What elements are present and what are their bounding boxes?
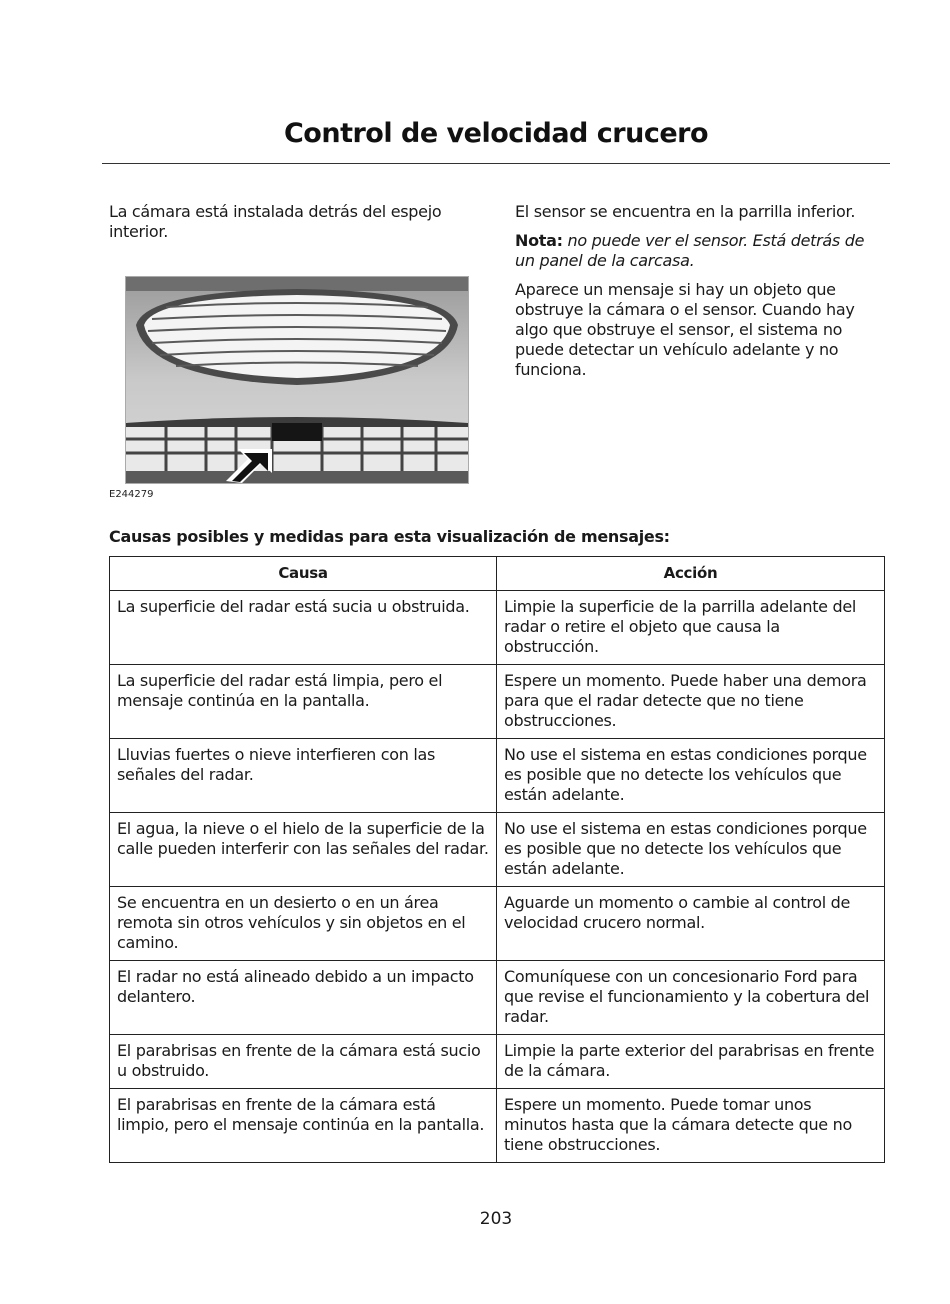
note-text: no puede ver el sensor. Está detrás de un panel de la carcasa. [515,231,865,270]
note-paragraph [515,231,887,271]
page-title: Control de velocidad crucero [283,118,709,149]
cause-cell: El parabrisas en frente de la cámara está limpio, pero el mensaje continúa en la pantalla. [110,1089,497,1163]
obstruction-message-text: Aparece un mensaje si hay un objeto que obstruye la cámara o el sensor. Cuando hay algo que obstruye el sensor, el sistema no puede detectar un vehículo adelante y no funciona. [515,280,855,379]
table-header-row [110,557,885,591]
grille-drawing [126,277,468,483]
action-cell: Aguarde un momento o cambie al control de velocidad crucero normal. [497,887,885,961]
table-row [110,739,885,813]
page-number: 203 [479,1209,513,1229]
table-row [110,591,885,665]
radar-sensor-panel [272,423,322,441]
column-header-cause: Causa [110,557,497,591]
action-cell: Espere un momento. Puede tomar unos minutos hasta que la cámara detecte que no tiene obstrucciones. [497,1089,885,1163]
action-cell: Comuníquese con un concesionario Ford para que revise el funcionamiento y la cobertura del radar. [497,961,885,1035]
front-grille-illustration [125,276,469,484]
cause-cell: El radar no está alineado debido a un impacto delantero. [110,961,497,1035]
table-row [110,665,885,739]
action-cell: No use el sistema en estas condiciones porque es posible que no detecte los vehículos que están adelante. [497,813,885,887]
camera-location-text: La cámara está instalada detrás del espejo interior. [109,202,442,241]
cause-cell: Lluvias fuertes o nieve interfieren con las señales del radar. [110,739,497,813]
cause-cell: La superficie del radar está limpia, pero el mensaje continúa en la pantalla. [110,665,497,739]
cause-cell: El agua, la nieve o el hielo de la superficie de la calle pueden interferir con las señales del radar. [110,813,497,887]
table-row [110,1035,885,1089]
action-cell: Espere un momento. Puede haber una demora para que el radar detecte que no tiene obstrucciones. [497,665,885,739]
causes-actions-table [109,556,885,1163]
left-column [109,202,484,251]
cause-cell: El parabrisas en frente de la cámara está sucio u obstruido. [110,1035,497,1089]
column-header-action: Acción [497,557,885,591]
action-cell: Limpie la superficie de la parrilla adelante del radar o retire el objeto que causa la obstrucción. [497,591,885,665]
action-cell: Limpie la parte exterior del parabrisas en frente de la cámara. [497,1035,885,1089]
table-row [110,887,885,961]
section-heading: Causas posibles y medidas para esta visualización de mensajes: [109,527,670,546]
title-divider [102,163,890,164]
note-label: Nota: [515,231,563,250]
table-row [110,813,885,887]
cause-cell: La superficie del radar está sucia u obstruida. [110,591,497,665]
cause-cell: Se encuentra en un desierto o en un área remota sin otros vehículos y sin objetos en el camino. [110,887,497,961]
table-row [110,961,885,1035]
action-cell: No use el sistema en estas condiciones porque es posible que no detecte los vehículos que están adelante. [497,739,885,813]
table-row [110,1089,885,1163]
figure-id: E244279 [109,489,154,500]
right-column [515,202,887,389]
sensor-location-text: El sensor se encuentra en la parrilla inferior. [515,202,856,221]
